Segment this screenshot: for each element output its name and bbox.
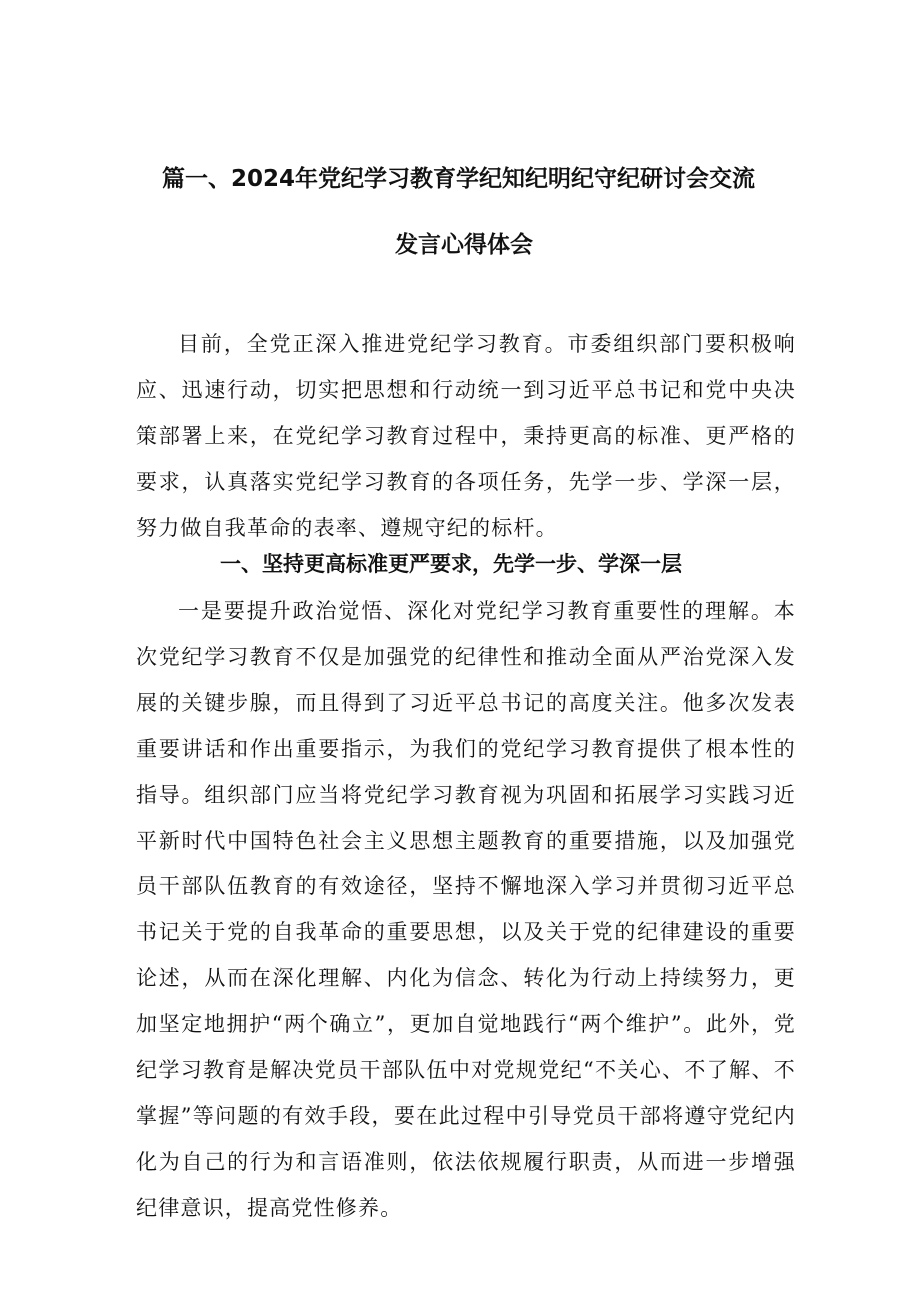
intro-paragraph: 目前，全党正深入推进党纪学习教育。市委组织部门要积极响应、迅速行动，切实把思想和行动统一到习近平总书记和党中央决策部署上来，在党纪学习教育过程中，秉持更高的标准、更严格的要求，认真落实党纪学习教育的各项任务，先学一步、学深一层，努力做自我革命的表率、遵规守纪的标杆。	[136, 332, 796, 540]
document-title-line-1: 篇一、2024年党纪学习教育学纪知纪明纪守纪研讨会交流	[162, 166, 756, 192]
document-title-line-2: 发言心得体会	[395, 232, 533, 258]
section-1-heading: 一、坚持更高标准更严要求，先学一步、学深一层	[220, 552, 682, 576]
section-1-paragraph: 一是要提升政治觉悟、深化对党纪学习教育重要性的理解。本次党纪学习教育不仅是加强党的纪律性和推动全面从严治党深入发展的关键步腺，而且得到了习近平总书记的高度关注。他多次发表重要讲话和作出重要指示，为我们的党纪学习教育提供了根本性的指导。组织部门应当将党纪学习教育视为巩固和拓展学习实践习近平新时代中国特色社会主义思想主题教育的重要措施，以及加强党员干部队伍教育的有效途径，坚持不懈地深入学习并贯彻习近平总书记关于党的自我革命的重要思想，以及关于党的纪律建设的重要论述，从而在深化理解、内化为信念、转化为行动上持续努力，更加坚定地拥护“两个确立”，更加自觉地践行“两个维护”。此外，党纪学习教育是解决党员干部队伍中对党规党纪“不关心、不了解、不掌握”等问题的有效手段，要在此过程中引导党员干部将遵守党纪内化为自己的行为和言语准则，依法依规履行职责，从而进一步增强纪律意识，提高党性修养。	[136, 599, 796, 1220]
